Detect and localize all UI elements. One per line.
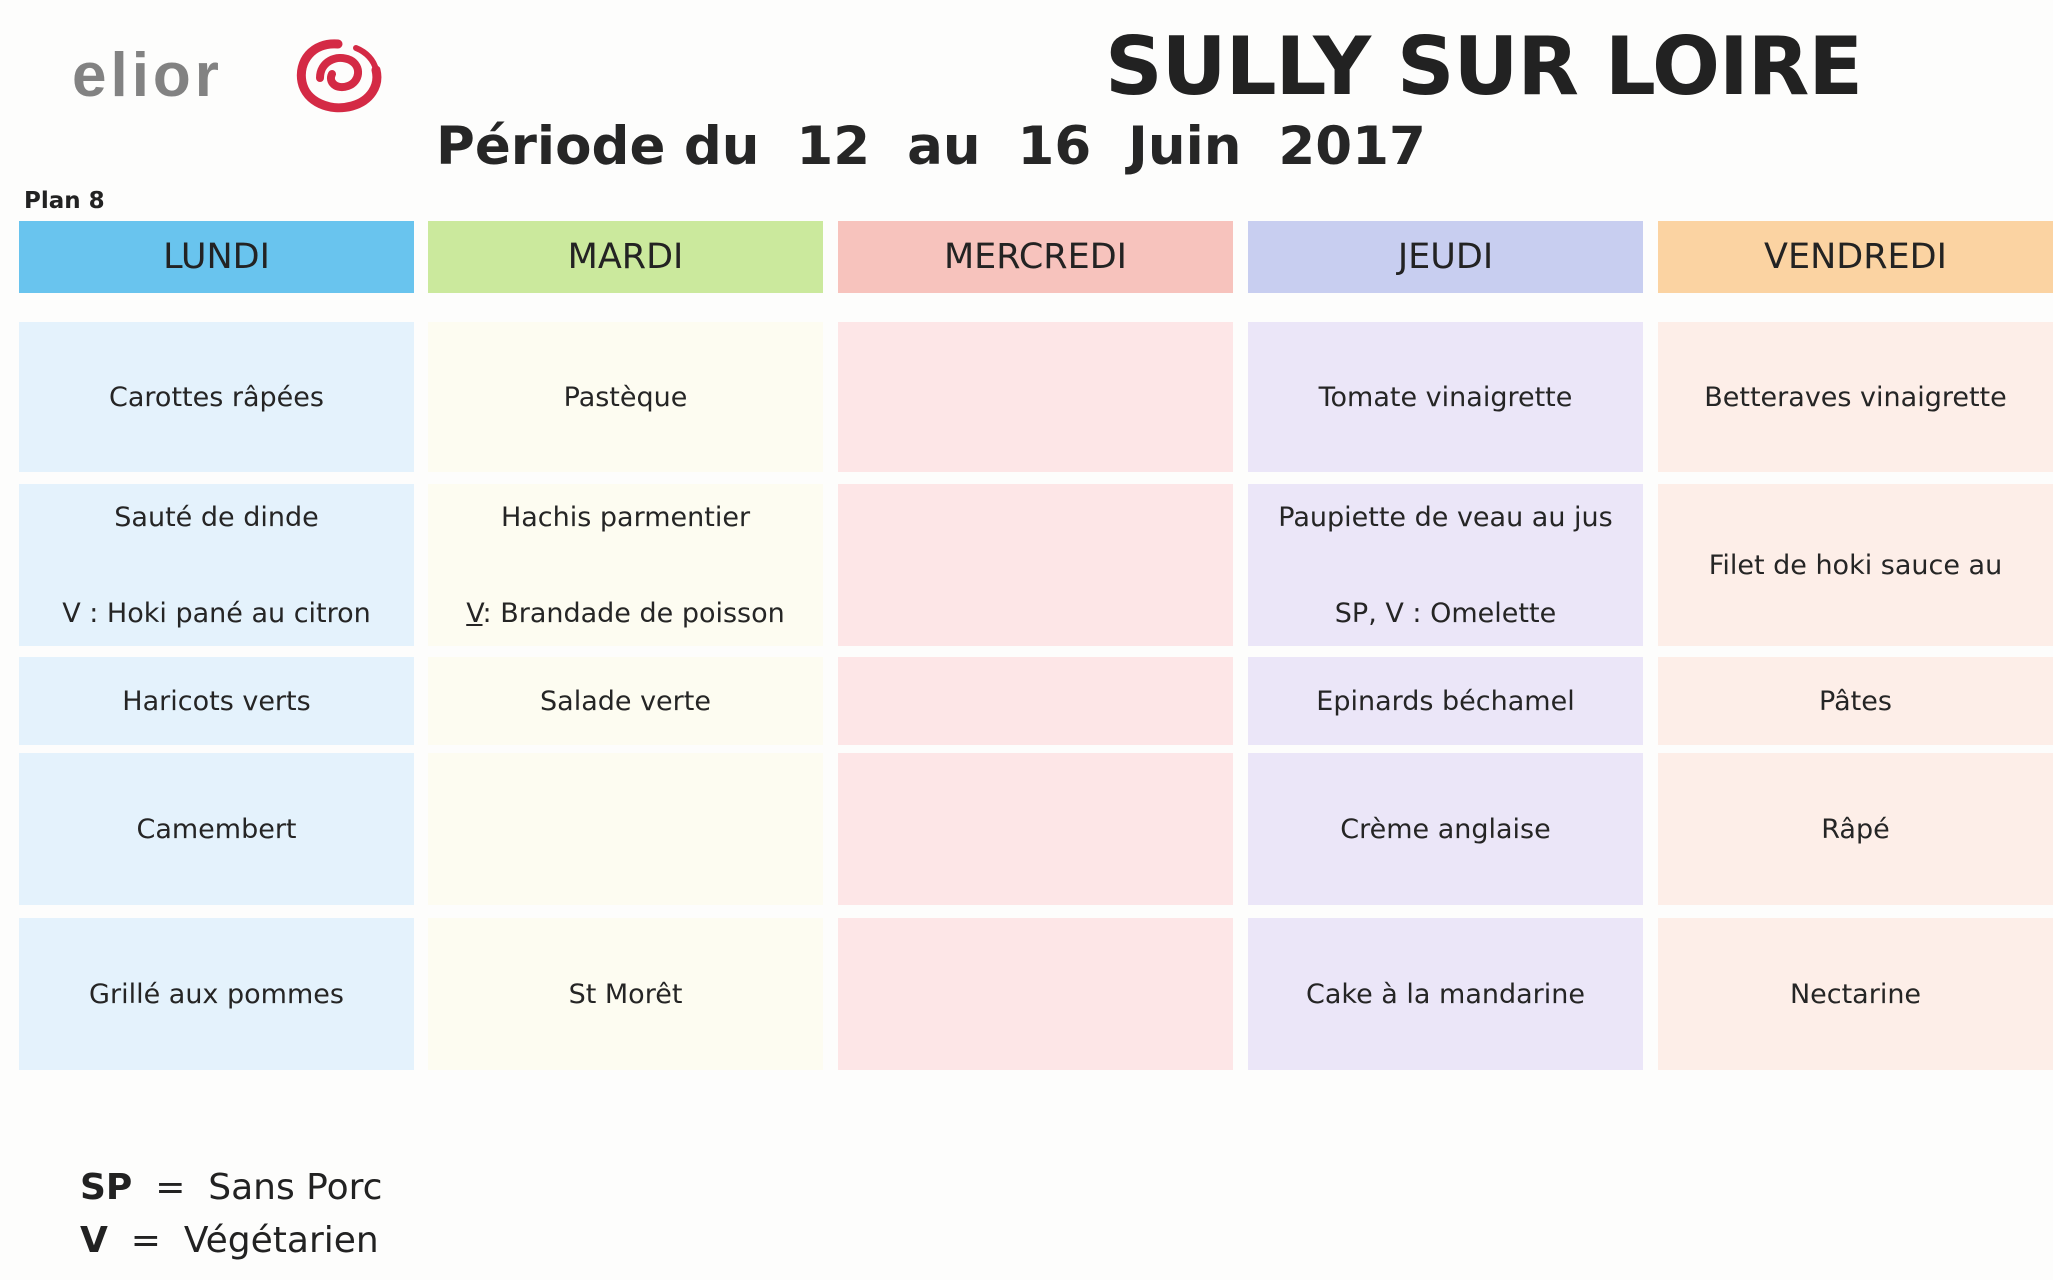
legend-abbr: V — [80, 1220, 108, 1261]
menu-cell — [1658, 484, 2053, 646]
menu-cell — [19, 322, 414, 472]
elior-logo — [72, 36, 392, 116]
legend-sep: = — [132, 1167, 209, 1208]
dish-text: Haricots verts — [122, 685, 311, 717]
dish-text: Paupiette de veau au jus — [1278, 502, 1613, 533]
legend-v — [80, 1220, 379, 1261]
menu-cell — [1658, 753, 2053, 905]
menu-cell — [19, 484, 414, 646]
menu-cell — [1658, 918, 2053, 1070]
dish-text: Râpé — [1821, 813, 1890, 845]
dish-text: Betteraves vinaigrette — [1704, 381, 2007, 413]
menu-cell — [1248, 753, 1643, 905]
menu-cell — [838, 484, 1233, 646]
dish-text: St Morêt — [568, 978, 683, 1010]
menu-cell — [428, 753, 823, 905]
dish-text: Filet de hoki sauce au — [1708, 549, 2003, 581]
menu-cell — [838, 918, 1233, 1070]
day-header-lundi: LUNDI — [19, 221, 414, 293]
menu-cell — [838, 753, 1233, 905]
dish-text: Cake à la mandarine — [1306, 978, 1585, 1010]
menu-cell — [1248, 322, 1643, 472]
menu-cell — [428, 322, 823, 472]
menu-cell — [19, 657, 414, 745]
logo-text: elior — [72, 41, 223, 110]
menu-cell — [428, 918, 823, 1070]
legend-meaning: Végétarien — [183, 1220, 379, 1261]
menu-cell — [1248, 918, 1643, 1070]
menu-cell — [19, 753, 414, 905]
day-header-mercredi: MERCREDI — [838, 221, 1233, 293]
dish-text: Pastèque — [563, 381, 688, 413]
underlined-v: V — [466, 598, 483, 629]
dish-text: Carottes râpées — [109, 381, 324, 413]
day-header-vendredi: VENDREDI — [1658, 221, 2053, 293]
legend-sep: = — [107, 1220, 184, 1261]
dish-text: SP, V : Omelette — [1334, 598, 1557, 629]
plan-label: Plan 8 — [24, 188, 105, 214]
dish-text: Epinards béchamel — [1316, 685, 1575, 717]
menu-cell — [1248, 484, 1643, 646]
period-title: Période du 12 au 16 Juin 2017 — [436, 116, 1426, 177]
menu-cell — [428, 657, 823, 745]
dish-text: Sauté de dinde — [114, 502, 319, 533]
day-header-mardi: MARDI — [428, 221, 823, 293]
menu-cell — [838, 322, 1233, 472]
dish-text: Camembert — [136, 813, 297, 845]
dish-text: Pâtes — [1819, 685, 1892, 717]
dish-text: Salade verte — [540, 685, 711, 717]
menu-cell — [838, 657, 1233, 745]
menu-cell — [1658, 657, 2053, 745]
legend-sp — [80, 1167, 382, 1208]
dish-text: Tomate vinaigrette — [1318, 381, 1573, 413]
day-header-jeudi: JEUDI — [1248, 221, 1643, 293]
dish-text: Nectarine — [1789, 978, 1922, 1010]
dish-text: Crème anglaise — [1340, 813, 1551, 845]
rose-logo-icon — [290, 36, 386, 116]
menu-cell — [19, 918, 414, 1070]
dish-text: V : Hoki pané au citron — [62, 598, 371, 629]
dish-text: Hachis parmentier — [500, 502, 751, 533]
legend-abbr: SP — [80, 1167, 133, 1208]
menu-cell — [428, 484, 823, 646]
menu-cell — [1248, 657, 1643, 745]
legend-meaning: Sans Porc — [208, 1167, 383, 1208]
menu-cell — [1658, 322, 2053, 472]
city-title: SULLY SUR LOIRE — [1105, 20, 1863, 113]
dish-text: Grillé aux pommes — [89, 978, 344, 1010]
dish-text: V: Brandade de poisson — [466, 598, 785, 629]
